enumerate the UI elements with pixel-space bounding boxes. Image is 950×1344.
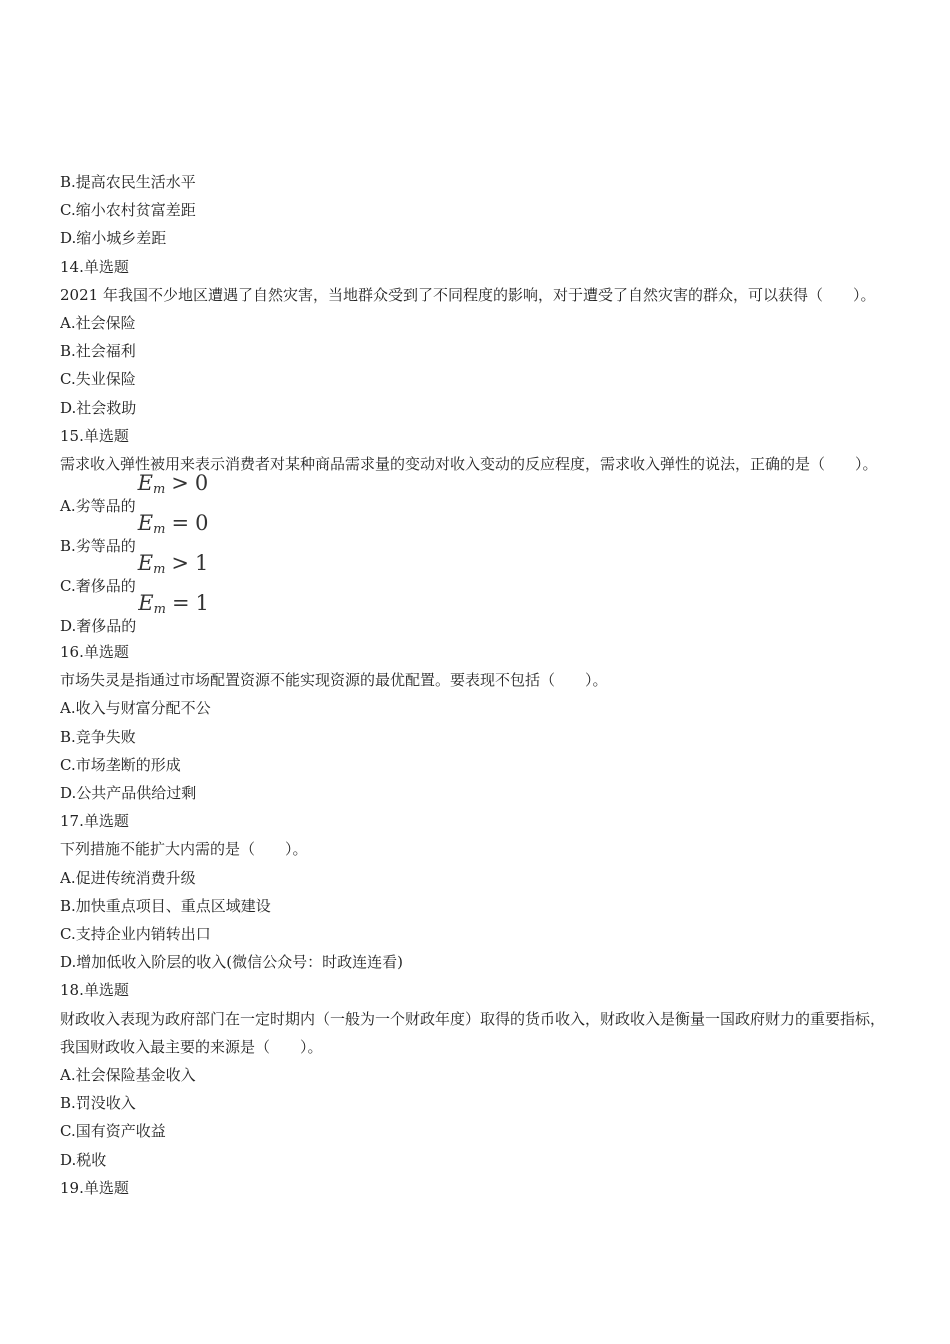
q13-option-c: C.缩小农村贫富差距: [60, 201, 196, 220]
q17-option-d: D.增加低收入阶层的收入(微信公众号：时政连连看): [60, 953, 403, 972]
q16-text: 市场失灵是指通过市场配置资源不能实现资源的最优配置。要表现不包括（ ）。: [60, 671, 608, 690]
q17-text: 下列措施不能扩大内需的是（ ）。: [60, 840, 308, 859]
q18-header: 18.单选题: [60, 981, 129, 1000]
q15-option-a-formula: $E_m > 0$: [137, 471, 209, 498]
q19-header: 19.单选题: [60, 1178, 129, 1197]
q18-text: 财政收入表现为政府部门在一定时期内（一般为一个财政年度）取得的货币收入，财政收入是衡量一国政府财力的重要指标，我国财政收入最主要的来源是（ ）。: [60, 1009, 886, 1056]
q14-text: 2021 年我国不少地区遭遇了自然灾害，当地群众受到了不同程度的影响，对于遭受了自然灾害的群众，可以获得（ ）。: [60, 285, 876, 304]
q14-option-c: C.失业保险: [60, 370, 136, 389]
q15-text: 需求收入弹性被用来表示消费者对某种商品需求量的变动对收入变动的反应程度，需求收入弹性的说法，正确的是（ ）。: [60, 454, 878, 473]
q17-option-c: C.支持企业内销转出口: [60, 925, 211, 943]
q15-option-c-formula: $E_m > 1$: [137, 551, 209, 578]
q16-option-b: B.竞争失败: [60, 727, 136, 746]
q16-option-c: C.市场垄断的形成: [60, 755, 181, 774]
q14-option-b: B.社会福利: [60, 342, 136, 361]
q15-option-a-label: A.劣等品的: [60, 497, 136, 516]
q17-option-a: A.促进传统消费升级: [60, 868, 196, 887]
q16-option-a: A.收入与财富分配不公: [60, 699, 211, 718]
q15-option-c-label: C.奢侈品的: [60, 577, 136, 596]
q15-header: 15.单选题: [60, 426, 129, 445]
q14-option-d: D.社会救助: [60, 398, 137, 417]
q14-header: 14.单选题: [60, 257, 129, 276]
q15-option-b-label: B.劣等品的: [60, 537, 136, 556]
q13-option-b: B.提高农民生活水平: [60, 173, 196, 191]
question-content: [60, 168, 890, 1202]
q17-option-b: B.加快重点项目、重点区域建设: [60, 896, 271, 915]
q18-option-c: C.国有资产收益: [60, 1122, 166, 1141]
q18-option-b: B.罚没收入: [60, 1094, 136, 1113]
q14-option-a: A.社会保险: [60, 313, 136, 332]
q16-option-d: D.公共产品供给过剩: [60, 784, 197, 803]
q18-option-a: A.社会保险基金收入: [60, 1065, 196, 1084]
q15-option-d: [60, 591, 890, 638]
q18-option-d: D.税收: [60, 1150, 107, 1169]
q15-option-b-formula: $E_m = 0$: [137, 511, 209, 538]
q16-header: 16.单选题: [60, 643, 129, 662]
q13-option-d: D.缩小城乡差距: [60, 229, 167, 248]
q17-header: 17.单选题: [60, 812, 129, 831]
q15-option-d-formula: $E_m = 1$: [138, 591, 209, 618]
q15-option-d-label: D.奢侈品的: [60, 617, 137, 636]
